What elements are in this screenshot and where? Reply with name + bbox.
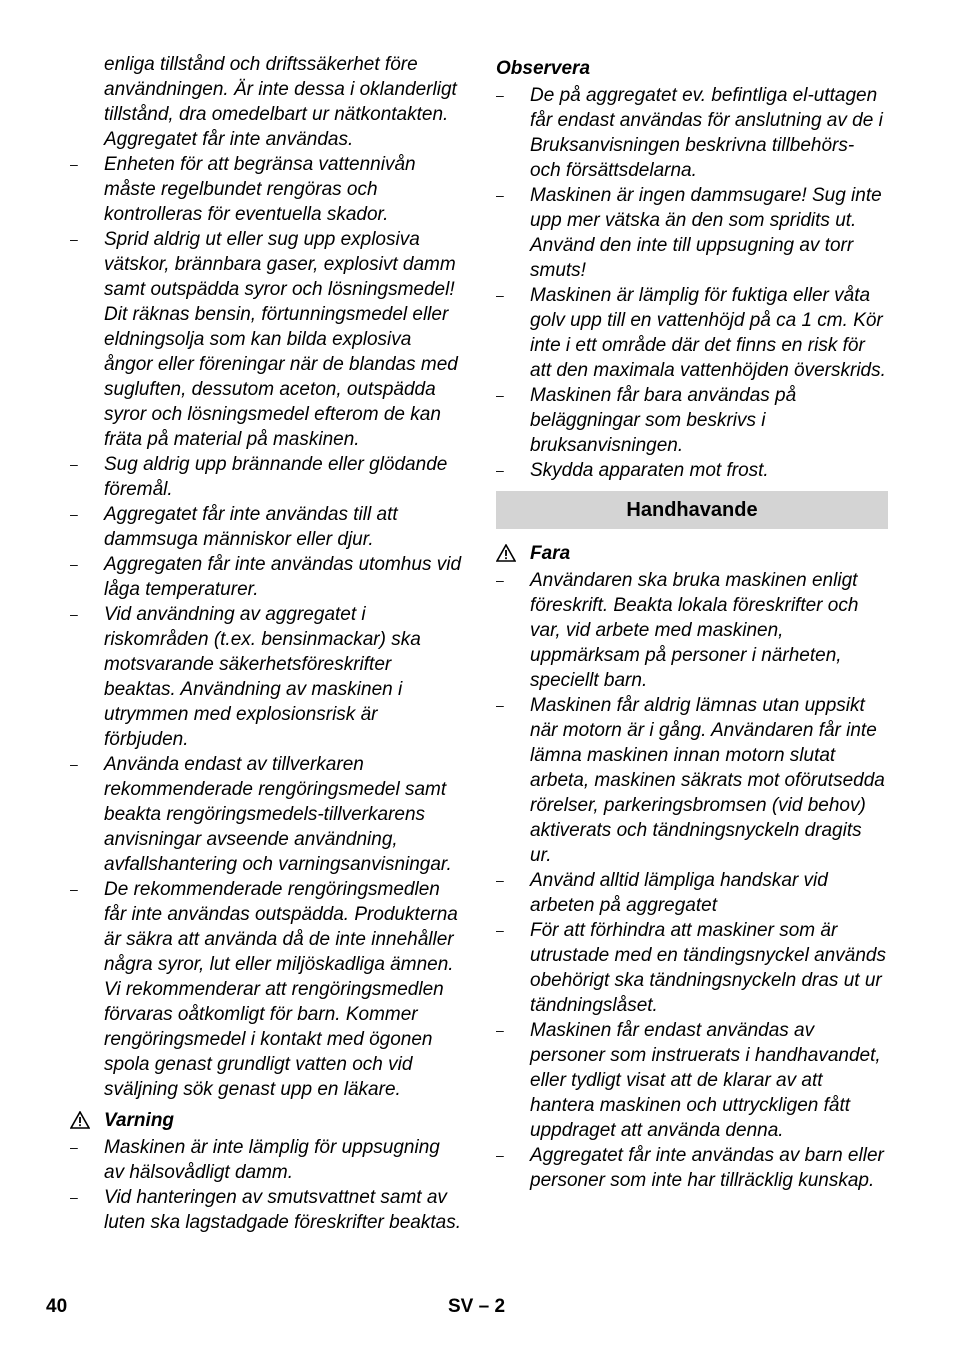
section-title-bar: [496, 491, 888, 529]
section-title: Handhavande: [626, 498, 758, 521]
list-item: – Användaren ska bruka maskinen enligt föreskrift. Beakta lokala föreskrifter och var, vid arbete med maskinen, uppmärksam på personer i närheten, speciellt barn.: [496, 570, 859, 691]
page-number: 40: [46, 1296, 68, 1317]
list-item: – Maskinen är lämplig för fuktiga eller våta golv upp till en vattenhöjd på ca 1 cm. Kör inte i ett område där det finns en risk för att den maximala vattenhöjden överskrids.: [496, 285, 886, 381]
list-item: – Aggregatet får inte användas av barn eller personer som inte har tillräcklig kunskap.: [496, 1145, 884, 1191]
list-item: – Vid användning av aggregatet i riskområden (t.ex. bensinmackar) ska motsvarande säkerhetsföreskrifter beaktas. Användning av maskinen i utrymmen med explosionsrisk är förbjuden.: [70, 604, 421, 750]
list-item: – Maskinen är inte lämplig för uppsugning av hälsovådligt damm.: [70, 1137, 440, 1183]
list-item: – Aggregaten får inte användas utomhus vid låga temperaturer.: [70, 554, 462, 600]
list-item: – Aggregatet får inte användas till att dammsuga människor eller djur.: [70, 504, 398, 550]
list-item: – Använd alltid lämpliga handskar vid arbeten på aggregatet: [496, 870, 828, 916]
list-item: – Vid hanteringen av smutsvattnet samt av luten ska lagstadgade föreskrifter beaktas.: [70, 1187, 461, 1233]
language-page-label: SV – 2: [448, 1296, 506, 1317]
list-item: – Sprid aldrig ut eller sug upp explosiva vätskor, brännbara gaser, explosivt damm samt outspädda syror och lösningsmedel! Dit räknas bensin, förtunningsmedel eller eldningsolja som kan bilda explosiva ångor eller föreningar när de blandas med sugluften, dessutom aceton, outspädda syror och lösningsmedel efterom de kan fräta på material på maskinen.: [70, 229, 458, 450]
left-column: [70, 52, 462, 1235]
list-item: – Maskinen är ingen dammsugare! Sug inte upp mer vätska än den som spridits ut. Använd den inte till uppsugning av torr smuts!: [496, 185, 882, 281]
list-item: – Maskinen får bara användas på beläggningar som beskrivs i bruksanvisningen.: [496, 385, 797, 456]
list-item: – Maskinen får endast användas av personer som instruerats i handhavandet, eller tydligt visat att de klarar av att hantera maskinen och uttryckligen fått uppdraget att använda denna.: [496, 1020, 881, 1141]
list-item: – Maskinen får aldrig lämnas utan uppsikt när motorn är i gång. Användaren får inte lämna maskinen innan motorn slutat arbeta, maskinen säkrats mot oförutsedda rörelser, parkeringsbromsen (vid behov) aktiverats och tändningsnyckeln dragits ur.: [496, 695, 885, 866]
list-item: – Sug aldrig upp brännande eller glödande föremål.: [70, 454, 448, 500]
list-item: – De på aggregatet ev. befintliga el-uttagen får endast användas för anslutning av de i Bruksanvisningen beskrivna tillbehörs- och försättsdelarna.: [496, 85, 883, 181]
list-item: – För att förhindra att maskiner som är utrustade med en tändingsnyckel används obehörigt ska tändningsnyckeln dras ut ur tändningslåset.: [496, 920, 886, 1016]
danger-heading: Fara: [496, 541, 888, 566]
intro-paragraph: enliga tillstånd och driftssäkerhet före användningen. Är inte dessa i oklanderligt tillstånd, dra omedelbart ur nätkontakten. Aggregatet får inte användas.: [104, 54, 457, 150]
warning-triangle-icon: [70, 1111, 90, 1129]
warning-triangle-icon: [496, 544, 516, 562]
note-heading: Observera: [496, 58, 591, 79]
warning-heading: Varning: [70, 1108, 462, 1133]
list-item: – Använda endast av tillverkaren rekommenderade rengöringsmedel samt beakta rengöringsmedels-tillverkarens anvisningar avseende användning, avfallshantering och varningsanvisningar.: [70, 754, 452, 875]
list-item: – De rekommenderade rengöringsmedlen får inte användas outspädda. Produkterna är säkra att använda då de inte innehåller några syror, lut eller miljöskadliga ämnen. Vi rekommenderar att rengöringsmedlen förvaras oåtkomligt för barn. Kommer rengöringsmedel i kontakt med ögonen spola genast grundligt vatten och vid sväljning sök genast upp en läkare.: [70, 879, 458, 1100]
right-column: [496, 52, 888, 1193]
list-item: – Enheten för att begränsa vattennivån måste regelbundet rengöras och kontrolleras för eventuella skador.: [70, 154, 416, 225]
list-item: – Skydda apparaten mot frost.: [496, 460, 769, 481]
